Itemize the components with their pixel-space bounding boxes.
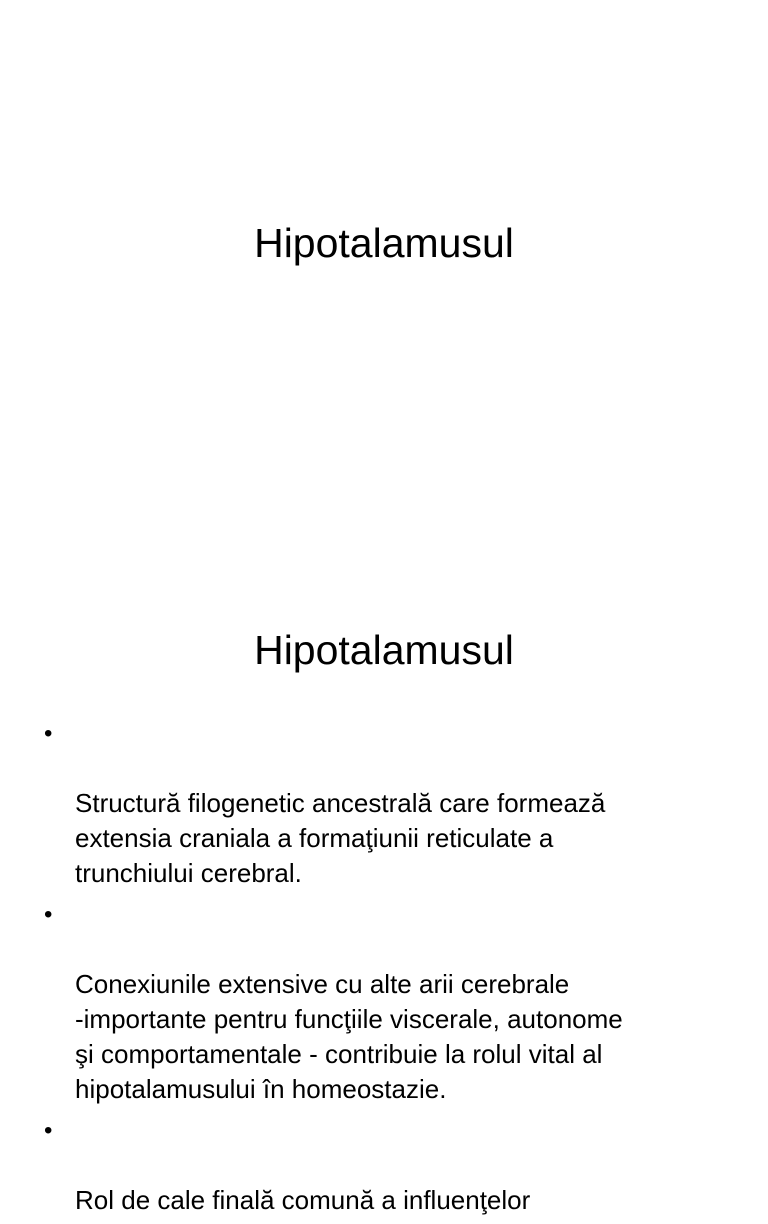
bullet-dot-icon: • bbox=[44, 720, 53, 747]
bullet-text: Conexiunile extensive cu alte arii cerebrale -importante pentru funcţiile viscerale, autonome şi comportamentale - contribuie la rolul vital al hipotalamusului în homeostazie. bbox=[75, 969, 623, 1104]
bullet-text: Rol de cale finală comună a influenţelor bbox=[75, 1185, 531, 1215]
title-slide bbox=[0, 0, 768, 576]
content-slide bbox=[0, 576, 768, 1215]
bullet-item bbox=[40, 1113, 740, 1218]
bullet-text: Structură filogenetic ancestrală care formează extensia craniala a formaţiunii reticulate a trunchiului cerebral. bbox=[75, 788, 606, 888]
bullet-list bbox=[40, 716, 740, 1224]
bullet-item bbox=[40, 897, 740, 1107]
bullet-dot-icon: • bbox=[44, 901, 53, 928]
slide-title: Hipotalamusul bbox=[254, 627, 514, 673]
slide-title: Hipotalamusul bbox=[254, 220, 514, 266]
bullet-item bbox=[40, 716, 740, 891]
bullet-dot-icon: • bbox=[44, 1117, 53, 1144]
